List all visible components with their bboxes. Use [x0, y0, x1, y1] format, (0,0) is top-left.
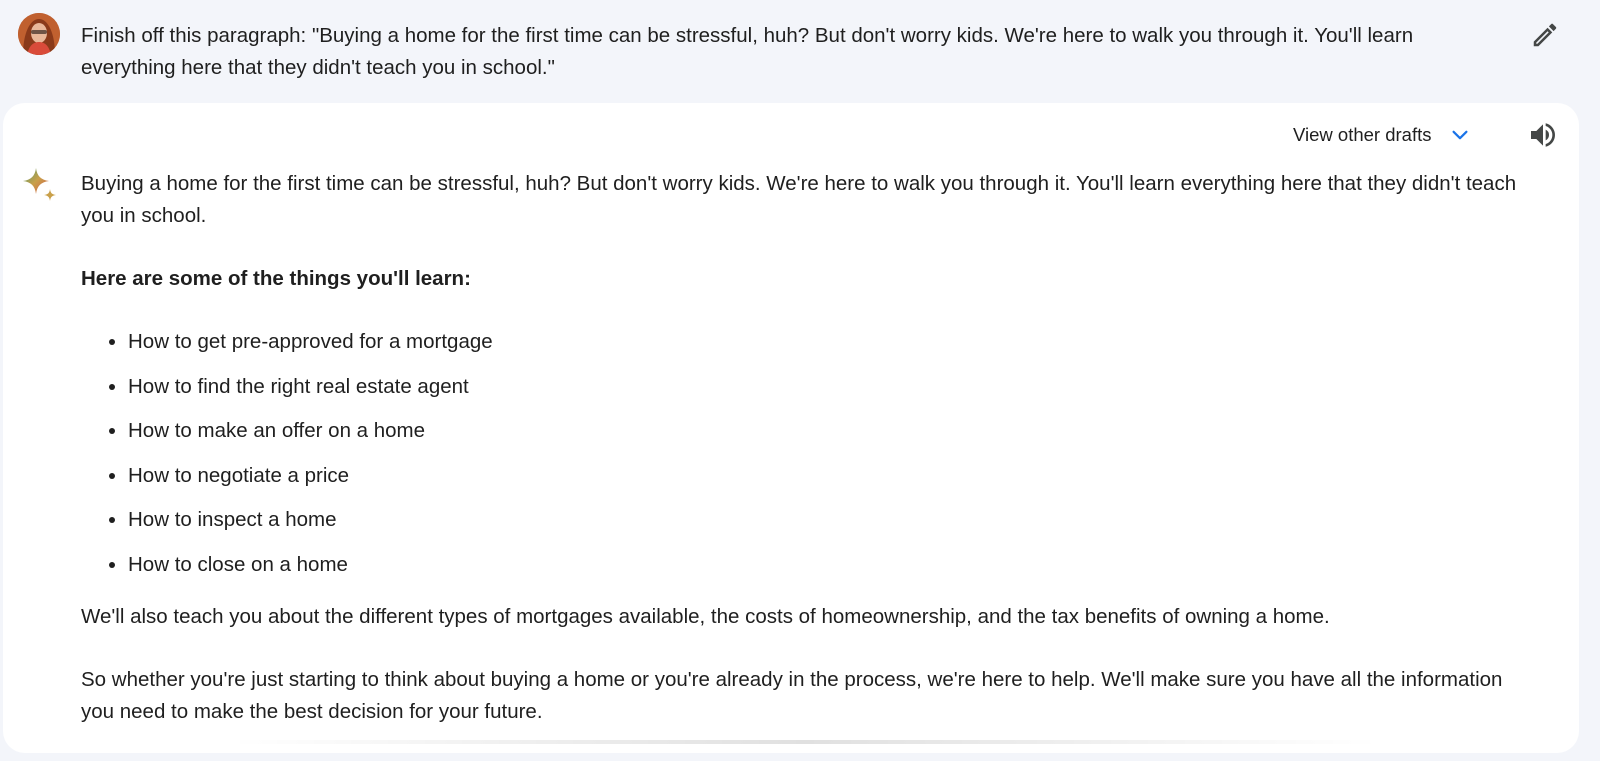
response-heading: Here are some of the things you'll learn:: [81, 267, 471, 290]
list-item: • How to find the right real estate agent: [128, 371, 1541, 403]
response-paragraph: We'll also teach you about the different types of mortgages available, the costs of homeownership, and the tax benefits of owning a home.: [81, 604, 1330, 628]
response-paragraph: So whether you're just starting to think about buying a home or you're already in the process, we're here to help. We'll make sure you have all the information you need to make the best decision for your future.: [81, 667, 1503, 723]
user-prompt: [0, 0, 1600, 100]
list-item: • How to close on a home: [128, 549, 1541, 581]
speaker-icon: [1527, 119, 1559, 151]
view-other-drafts-button[interactable]: [1293, 120, 1471, 150]
drafts-label: View other drafts: [1293, 124, 1432, 145]
learning-list: [81, 326, 1541, 581]
response-intro: Buying a home for the first time can be stressful, huh? But don't worry kids. We're here to walk you through it. You'll learn everything here that they didn't teach you in school.: [81, 172, 1517, 227]
user-avatar[interactable]: [18, 13, 60, 55]
list-item: • How to make an offer on a home: [128, 415, 1541, 447]
sparkle-icon: [19, 166, 61, 208]
edit-prompt-button[interactable]: [1530, 20, 1560, 50]
prompt-text: Finish off this paragraph: "Buying a home for the first time can be stressful, huh? But don't worry kids. We're here to walk you through it. You'll learn everything here that they didn't teach you in school.": [81, 24, 1414, 79]
read-aloud-button[interactable]: [1527, 119, 1559, 151]
scroll-shadow: [230, 740, 1380, 744]
response-body: [81, 168, 1541, 759]
list-item: • How to negotiate a price: [128, 460, 1541, 492]
chevron-down-icon: [1449, 124, 1471, 146]
list-item: • How to inspect a home: [128, 504, 1541, 536]
pencil-icon: [1530, 20, 1560, 50]
response-card: [3, 103, 1579, 753]
list-item: • How to get pre-approved for a mortgage: [128, 326, 1541, 358]
